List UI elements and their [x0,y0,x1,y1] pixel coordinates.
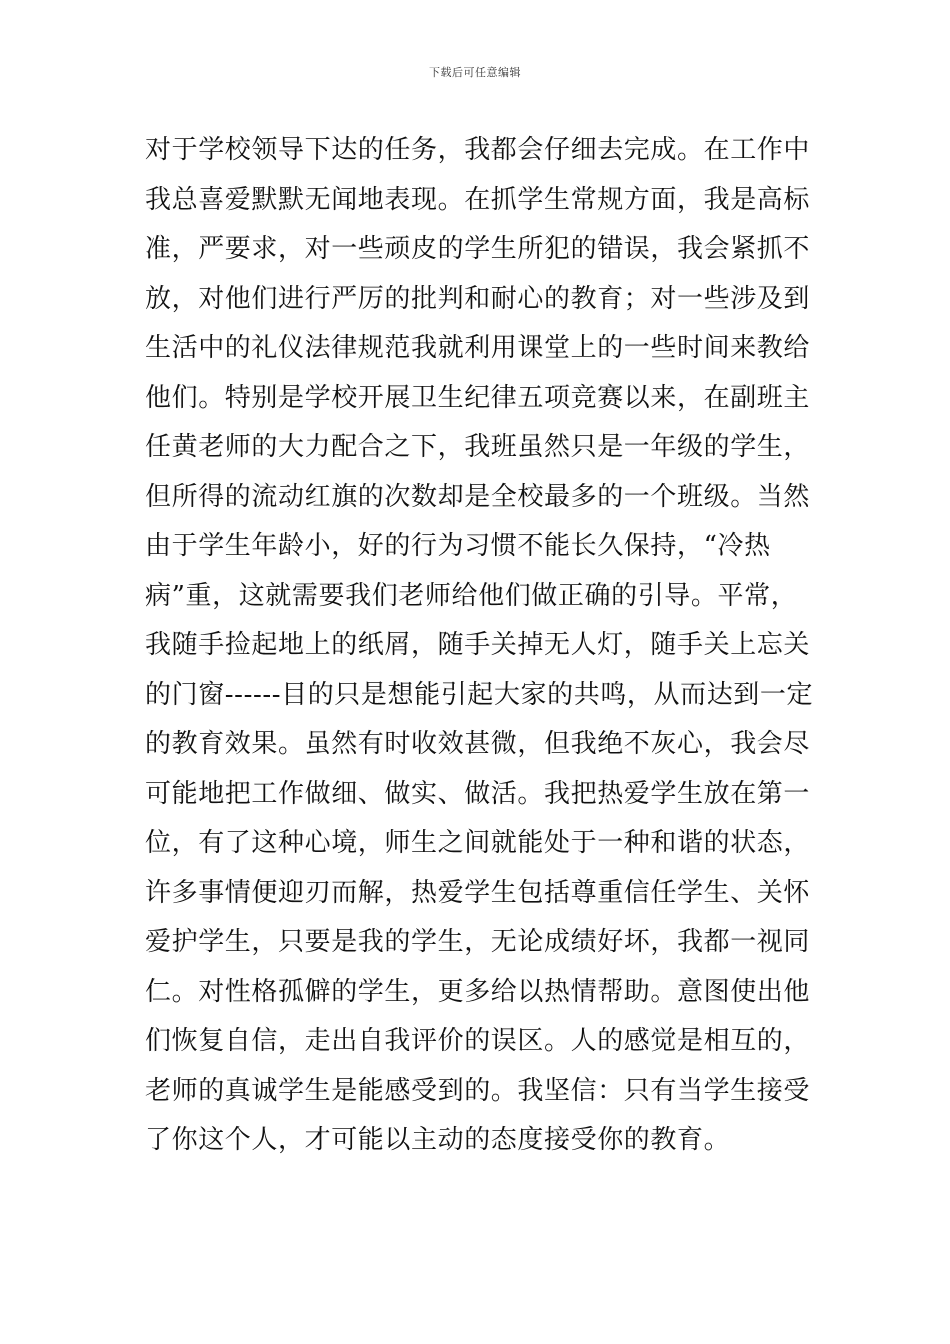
text-line: 可能地把工作做细、做实、做活。我把热爱学生放在第一 [145,778,811,809]
header-note: 下载后可任意编辑 [429,66,521,79]
text-line: 位，有了这种心境，师生之间就能处于一种和谐的状态， [145,828,811,858]
text-line: 了你这个人，才可能以主动的态度接受你的教育。 [145,1125,731,1155]
text-line: 病”重，这就需要我们老师给他们做正确的引导。平常， [145,580,798,611]
text-line: 老师的真诚学生是能感受到的。我坚信：只有当学生接受 [145,1075,811,1106]
text-line: 们恢复自信，走出自我评价的误区。人的感觉是相互的， [145,1026,811,1056]
text-line: 他们。特别是学校开展卫生纪律五项竞赛以来，在副班主 [145,382,811,413]
text-line: 生活中的礼仪法律规范我就利用课堂上的一些时间来教给 [145,333,811,363]
text-line: 准，严要求，对一些顽皮的学生所犯的错误，我会紧抓不 [145,234,811,264]
text-line: 放，对他们进行严厉的批判和耐心的教育；对一些涉及到 [145,283,811,314]
text-line: 爱护学生，只要是我的学生，无论成绩好坏，我都一视同 [145,927,811,957]
body-paragraph [145,126,815,1166]
text-line: 由于学生年龄小，好的行为习惯不能长久保持，“冷热 [145,531,771,561]
text-line: 我随手捡起地上的纸屑，随手关掉无人灯，随手关上忘关 [145,630,811,660]
text-line: 的教育效果。虽然有时收效甚微，但我绝不灰心，我会尽 [145,729,811,759]
text-line: 任黄老师的大力配合之下，我班虽然只是一年级的学生， [145,432,811,462]
text-line: 的门窗------目的只是想能引起大家的共鸣，从而达到一定 [145,679,814,710]
text-line: 但所得的流动红旗的次数却是全校最多的一个班级。当然 [145,481,811,512]
text-line: 我总喜爱默默无闻地表现。在抓学生常规方面，我是高标 [145,184,811,215]
text-line: 许多事情便迎刃而解，热爱学生包括尊重信任学生、关怀 [145,877,811,908]
text-line: 仁。对性格孤僻的学生，更多给以热情帮助。意图使出他 [145,976,811,1007]
text-line: 对于学校领导下达的任务，我都会仔细去完成。在工作中 [145,135,811,165]
